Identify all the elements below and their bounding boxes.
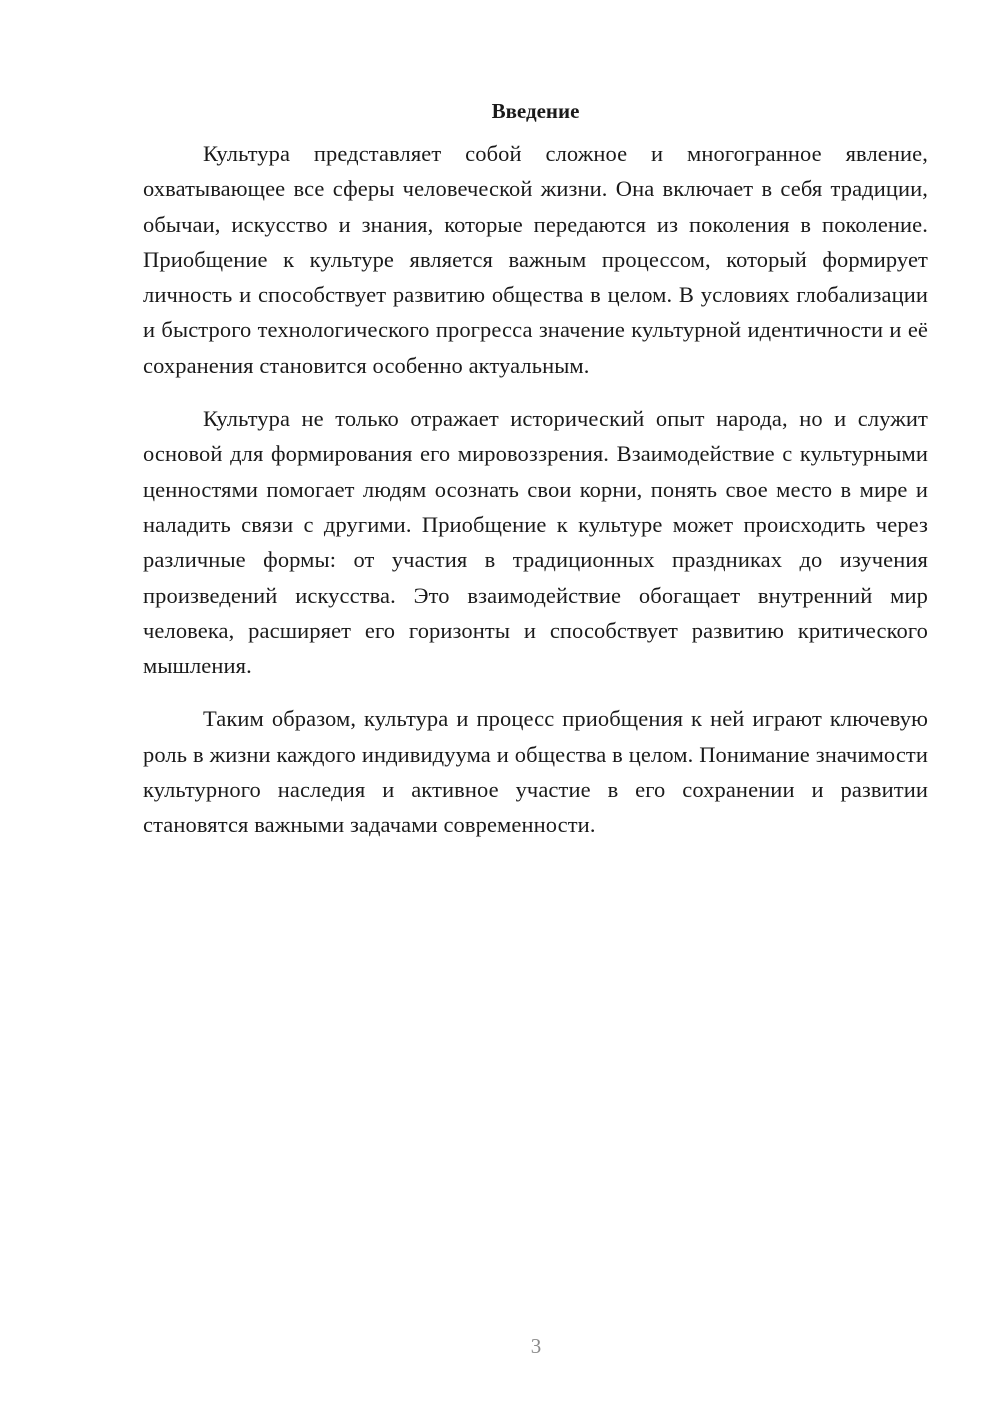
section-heading: Введение	[491, 99, 580, 123]
paragraph-3: Таким образом, культура и процесс приобщения к ней играют ключевую роль в жизни каждого индивидуума и общества в целом. Понимание значимости культурного наследия и активное участие в его сохранении и развитии становятся важными задачами современности.	[143, 706, 928, 838]
page-content	[143, 96, 928, 843]
paragraph-2: Культура не только отражает исторический опыт народа, но и служит основой для формирования его мировоззрения. Взаимодействие с культурными ценностями помогает людям осознать свои корни, понять свое место в мире и наладить связи с другими. Приобщение к культуре может происходить через различные формы: от участия в традиционных праздниках до изучения произведений искусства. Это взаимодействие обогащает внутренний мир человека, расширяет его горизонты и способствует развитию критического мышления.	[143, 406, 928, 679]
paragraph-1: Культура представляет собой сложное и многогранное явление, охватывающее все сферы человеческой жизни. Она включает в себя традиции, обычаи, искусство и знания, которые передаются из поколения в поколение. Приобщение к культуре является важным процессом, который формирует личность и способствует развитию общества в целом. В условиях глобализации и быстрого технологического прогресса значение культурной идентичности и её сохранения становится особенно актуальным.	[143, 141, 928, 378]
page-number: 3	[530, 1334, 542, 1358]
